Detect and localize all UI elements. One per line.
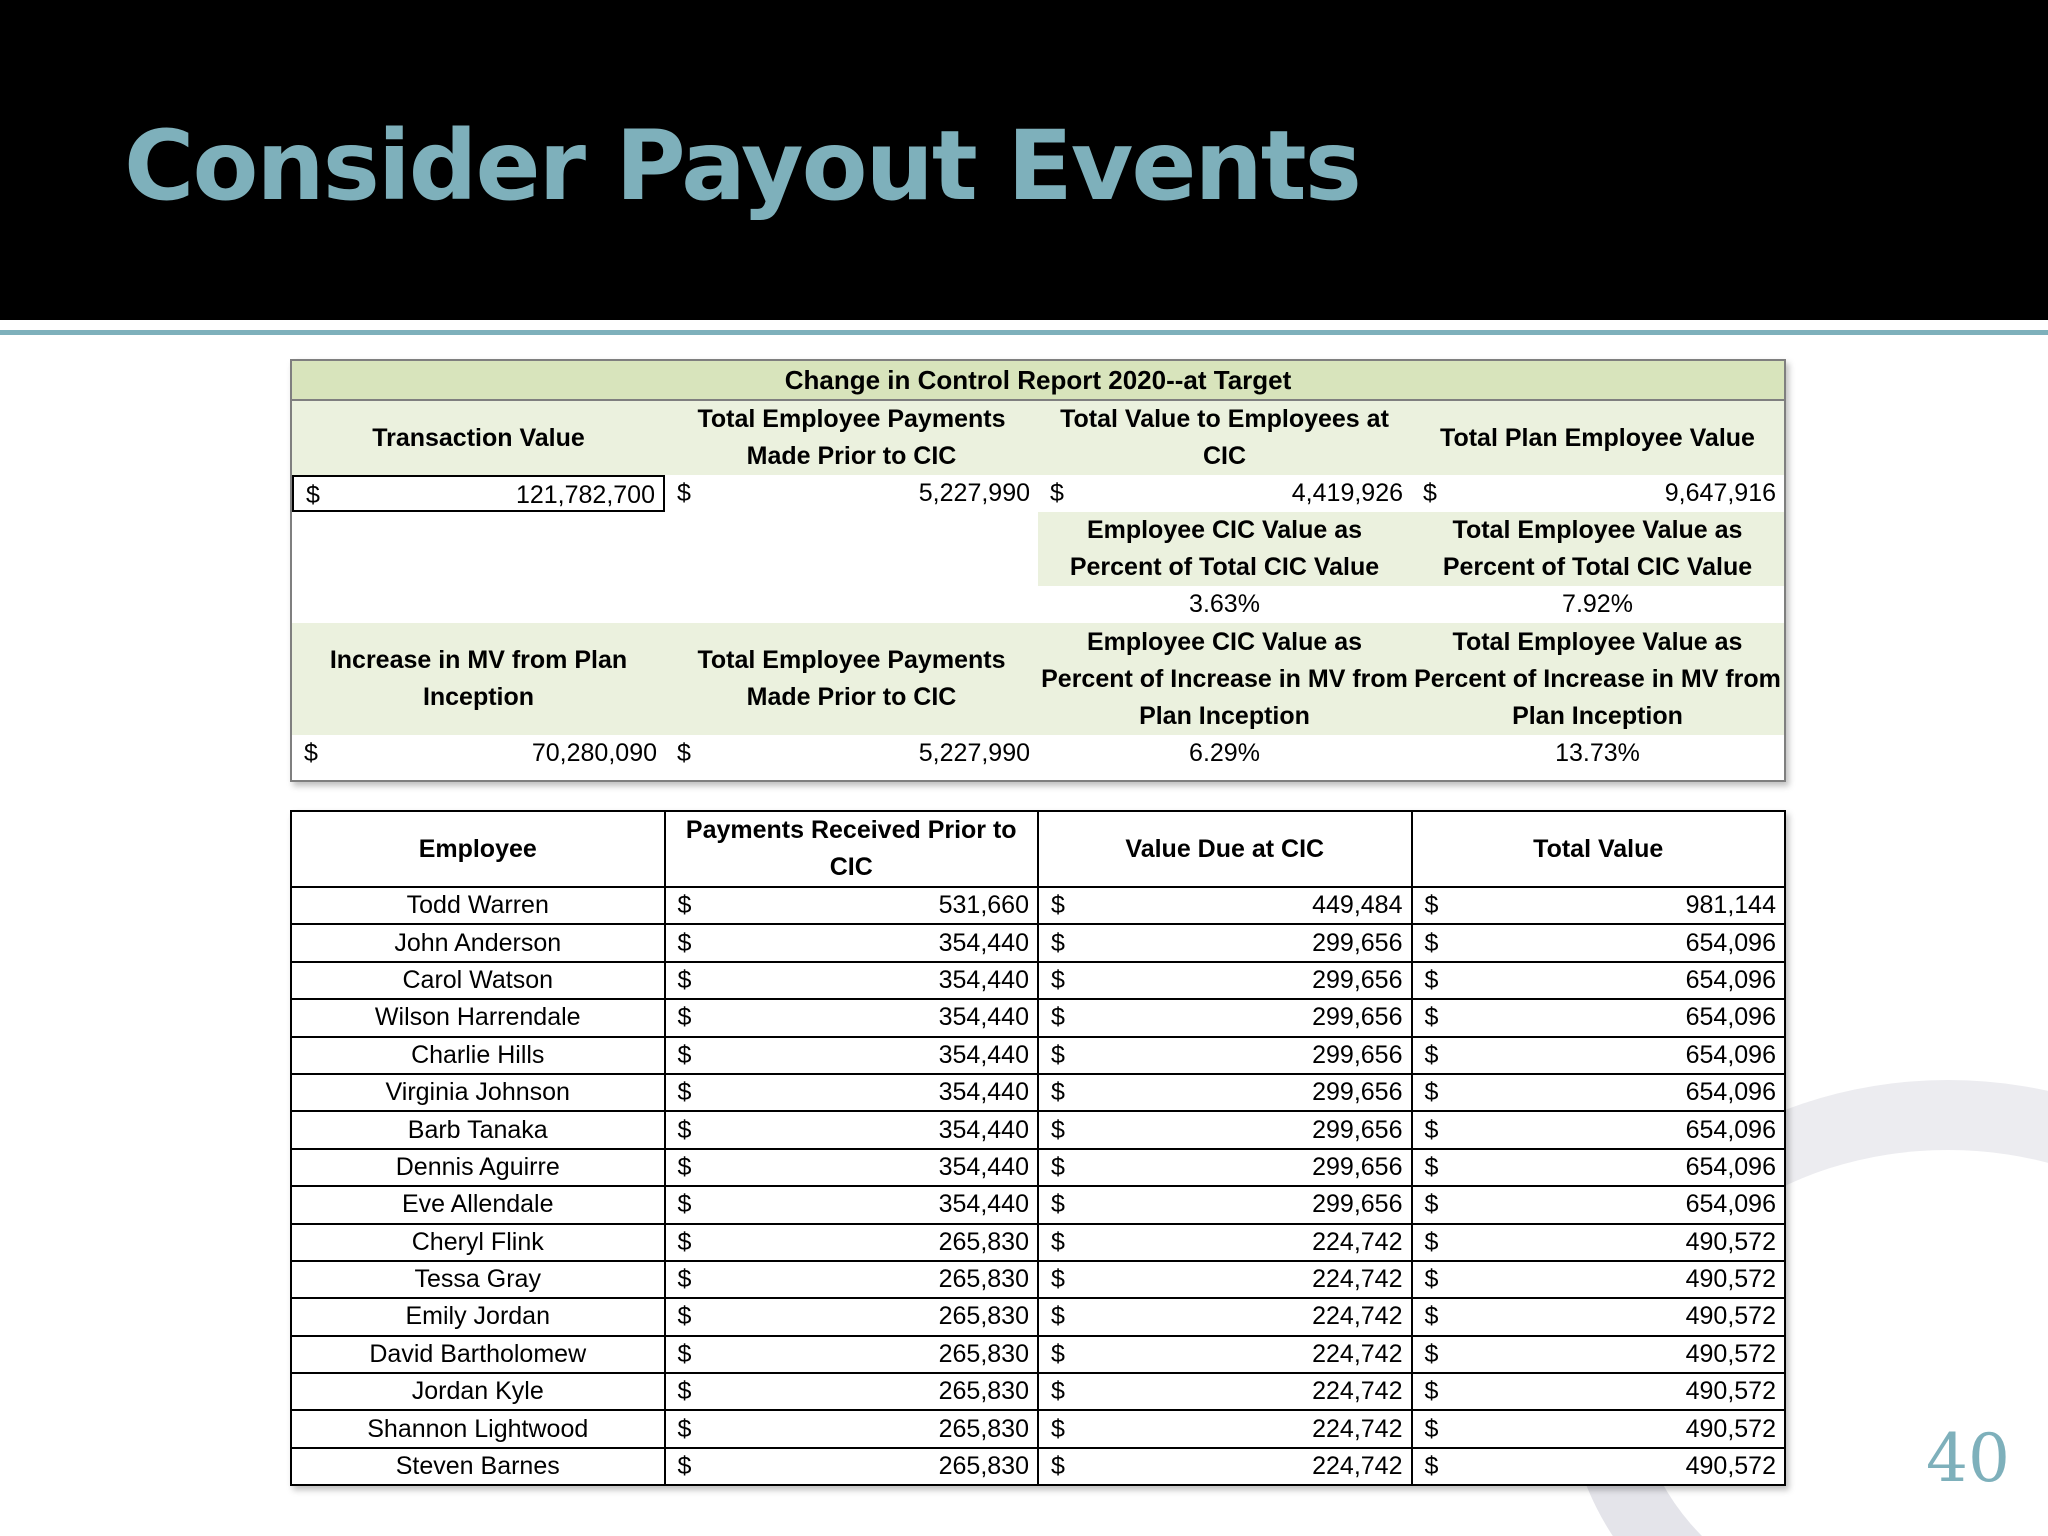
amount: 299,656: [1312, 1115, 1403, 1144]
total-plan-value: $ 9,647,916: [1423, 479, 1776, 507]
amount: 449,484: [1312, 891, 1403, 920]
total-value-cell: [1412, 1149, 1786, 1186]
amount: 354,440: [938, 928, 1029, 957]
currency-symbol: $: [1424, 1339, 1439, 1368]
amount: 265,830: [938, 1227, 1029, 1256]
employee-name: Eve Allendale: [291, 1186, 665, 1223]
currency-symbol: $: [677, 1339, 692, 1368]
header-total-pct-total: Total Employee Value as Percent of Total CIC Value: [1411, 512, 1784, 586]
table-row: [291, 1298, 1785, 1335]
employee-name: Shannon Lightwood: [291, 1410, 665, 1447]
amount: 490,572: [1685, 1339, 1776, 1368]
column-header-prior-payments: Payments Received Prior to CIC: [665, 811, 1039, 887]
payment-prior-cell: [665, 1448, 1039, 1485]
currency-symbol: $: [1051, 1115, 1065, 1144]
amount: 354,440: [938, 1152, 1029, 1181]
amount: 354,440: [938, 1003, 1029, 1032]
payment-prior-cell: [665, 1224, 1039, 1261]
currency-symbol: $: [1051, 1414, 1065, 1443]
currency-symbol: $: [1424, 1302, 1439, 1331]
currency-symbol: $: [677, 1265, 692, 1294]
currency-symbol: $: [1051, 1003, 1065, 1032]
amount: 265,830: [938, 1452, 1029, 1481]
amount: 654,096: [1685, 1040, 1776, 1069]
currency-symbol: $: [1424, 1452, 1439, 1481]
currency-symbol: $: [1424, 1190, 1439, 1219]
table-row: [291, 1224, 1785, 1261]
amount: 354,440: [938, 965, 1029, 994]
value-due-cell: [1038, 1186, 1412, 1223]
currency-symbol: $: [1424, 1003, 1439, 1032]
value-due-cell: [1038, 1448, 1412, 1485]
payment-prior-cell: [665, 924, 1039, 961]
value-due-cell: [1038, 1149, 1412, 1186]
currency-symbol: $: [1051, 891, 1065, 920]
table-row: [291, 1448, 1785, 1485]
amount: 299,656: [1312, 1078, 1403, 1107]
header-total-pct-increase: Total Employee Value as Percent of Increase in MV from Plan Inception: [1411, 623, 1784, 735]
amount: 654,096: [1685, 1152, 1776, 1181]
currency-symbol: $: [1051, 1452, 1065, 1481]
total-value-cell: [1412, 1224, 1786, 1261]
report-title: Change in Control Report 2020--at Target: [292, 361, 1784, 401]
currency-symbol: $: [677, 1302, 692, 1331]
currency-symbol: $: [1424, 1040, 1439, 1069]
amount: 354,440: [938, 1115, 1029, 1144]
currency-symbol: $: [1424, 1078, 1439, 1107]
amount: 265,830: [938, 1414, 1029, 1443]
employee-payout-table: [290, 810, 1786, 1486]
currency-symbol: $: [1051, 1152, 1065, 1181]
currency-symbol: $: [1051, 1377, 1065, 1406]
header-transaction-value: Transaction Value: [292, 401, 665, 475]
payment-prior-cell: [665, 1111, 1039, 1148]
value-due-cell: [1038, 1261, 1412, 1298]
table-row: [291, 1410, 1785, 1447]
table-row: [291, 962, 1785, 999]
amount: 224,742: [1312, 1339, 1403, 1368]
currency-symbol: $: [1051, 965, 1065, 994]
currency-symbol: $: [1424, 965, 1439, 994]
total-value-cell: [1412, 887, 1786, 924]
column-header-total-value: Total Value: [1412, 811, 1786, 887]
employee-name: Jordan Kyle: [291, 1373, 665, 1410]
value-due-cell: [1038, 1037, 1412, 1074]
currency-symbol: $: [677, 891, 692, 920]
amount: 224,742: [1312, 1414, 1403, 1443]
currency-symbol: $: [1424, 891, 1439, 920]
table-row: [291, 1336, 1785, 1373]
currency-symbol: $: [1051, 1302, 1065, 1331]
payment-prior-cell: [665, 1410, 1039, 1447]
value-due-cell: [1038, 1111, 1412, 1148]
value-due-cell: [1038, 1298, 1412, 1335]
total-value-cell: [1412, 962, 1786, 999]
amount: 265,830: [938, 1302, 1029, 1331]
slide-title: Consider Payout Events: [124, 110, 1360, 222]
amount: 354,440: [938, 1078, 1029, 1107]
total-value-cell: [1412, 1186, 1786, 1223]
value-due-cell: [1038, 924, 1412, 961]
currency-symbol: $: [677, 1414, 692, 1443]
amount: 490,572: [1685, 1227, 1776, 1256]
amount: 490,572: [1685, 1265, 1776, 1294]
header-value-at-cic: Total Value to Employees at CIC: [1038, 401, 1411, 475]
amount: 299,656: [1312, 965, 1403, 994]
currency-symbol: $: [1424, 928, 1439, 957]
total-value-cell: [1412, 1336, 1786, 1373]
table-row: [291, 999, 1785, 1036]
employee-name: Steven Barnes: [291, 1448, 665, 1485]
currency-symbol: $: [677, 1115, 692, 1144]
value-due-cell: [1038, 1074, 1412, 1111]
table-row: [291, 887, 1785, 924]
cic-summary-report: [290, 359, 1786, 782]
currency-symbol: $: [1424, 1414, 1439, 1443]
total-value-cell: [1412, 999, 1786, 1036]
table-row: [291, 1037, 1785, 1074]
currency-symbol: $: [677, 1040, 692, 1069]
value-due-cell: [1038, 1336, 1412, 1373]
amount: 224,742: [1312, 1265, 1403, 1294]
payment-prior-cell: [665, 1298, 1039, 1335]
amount: 265,830: [938, 1265, 1029, 1294]
amount: 265,830: [938, 1339, 1029, 1368]
table-row: [291, 1261, 1785, 1298]
value-at-cic: $ 4,419,926: [1050, 479, 1403, 507]
amount: 654,096: [1685, 928, 1776, 957]
currency-symbol: $: [1051, 1078, 1065, 1107]
header-cic-pct-increase: Employee CIC Value as Percent of Increase in MV from Plan Inception: [1038, 623, 1411, 735]
payment-prior-cell: [665, 887, 1039, 924]
total-value-cell: [1412, 1111, 1786, 1148]
prior-payments-value: $ 5,227,990: [677, 479, 1030, 507]
amount: 654,096: [1685, 1115, 1776, 1144]
value-due-cell: [1038, 887, 1412, 924]
employee-name: Tessa Gray: [291, 1261, 665, 1298]
currency-symbol: $: [677, 1227, 692, 1256]
value-due-cell: [1038, 1224, 1412, 1261]
total-value-cell: [1412, 1448, 1786, 1485]
amount: 299,656: [1312, 1152, 1403, 1181]
amount: 224,742: [1312, 1377, 1403, 1406]
amount: 299,656: [1312, 1003, 1403, 1032]
amount: 490,572: [1685, 1414, 1776, 1443]
amount: 981,144: [1685, 891, 1776, 920]
employee-name: Cheryl Flink: [291, 1224, 665, 1261]
total-value-cell: [1412, 1298, 1786, 1335]
employee-name: Dennis Aguirre: [291, 1149, 665, 1186]
employee-name: Virginia Johnson: [291, 1074, 665, 1111]
currency-symbol: $: [677, 1078, 692, 1107]
table-row: [291, 1149, 1785, 1186]
table-row: [291, 924, 1785, 961]
header-total-plan-value: Total Plan Employee Value: [1411, 401, 1784, 475]
table-row: [291, 1074, 1785, 1111]
employee-name: Charlie Hills: [291, 1037, 665, 1074]
amount: 654,096: [1685, 965, 1776, 994]
amount: 224,742: [1312, 1302, 1403, 1331]
currency-symbol: $: [1051, 1040, 1065, 1069]
amount: 654,096: [1685, 1003, 1776, 1032]
amount: 354,440: [938, 1190, 1029, 1219]
currency-symbol: $: [1424, 1152, 1439, 1181]
payment-prior-cell: [665, 1074, 1039, 1111]
amount: 354,440: [938, 1040, 1029, 1069]
currency-symbol: $: [677, 1377, 692, 1406]
currency-symbol: $: [1051, 1265, 1065, 1294]
header-increase-mv: Increase in MV from Plan Inception: [292, 623, 665, 735]
total-pct-increase-value: 13.73%: [1555, 739, 1640, 767]
total-pct-total-value: 7.92%: [1562, 590, 1633, 618]
prior-payments-value-2: $ 5,227,990: [677, 739, 1030, 767]
amount: 531,660: [938, 891, 1029, 920]
table-header-row: [291, 811, 1785, 887]
employee-name: Carol Watson: [291, 962, 665, 999]
currency-symbol: $: [1424, 1265, 1439, 1294]
transaction-value: $ 121,782,700: [292, 475, 665, 512]
value-due-cell: [1038, 999, 1412, 1036]
employee-name: Wilson Harrendale: [291, 999, 665, 1036]
column-header-value-due: Value Due at CIC: [1038, 811, 1412, 887]
amount: 299,656: [1312, 1190, 1403, 1219]
currency-symbol: $: [677, 1152, 692, 1181]
currency-symbol: $: [677, 1452, 692, 1481]
currency-symbol: $: [677, 928, 692, 957]
value-due-cell: [1038, 1410, 1412, 1447]
cic-pct-increase-value: 6.29%: [1189, 739, 1260, 767]
amount: 490,572: [1685, 1377, 1776, 1406]
total-value-cell: [1412, 1410, 1786, 1447]
currency-symbol: $: [1051, 1190, 1065, 1219]
employee-name: John Anderson: [291, 924, 665, 961]
currency-symbol: $: [1051, 1339, 1065, 1368]
amount: 654,096: [1685, 1078, 1776, 1107]
total-value-cell: [1412, 1261, 1786, 1298]
currency-symbol: $: [1424, 1227, 1439, 1256]
currency-symbol: $: [1424, 1115, 1439, 1144]
employee-name: Barb Tanaka: [291, 1111, 665, 1148]
employee-name: Emily Jordan: [291, 1298, 665, 1335]
payment-prior-cell: [665, 1186, 1039, 1223]
amount: 654,096: [1685, 1190, 1776, 1219]
table-row: [291, 1373, 1785, 1410]
payment-prior-cell: [665, 1373, 1039, 1410]
total-value-cell: [1412, 1074, 1786, 1111]
payment-prior-cell: [665, 1149, 1039, 1186]
employee-name: Todd Warren: [291, 887, 665, 924]
amount: 490,572: [1685, 1452, 1776, 1481]
currency-symbol: $: [1051, 1227, 1065, 1256]
amount: 224,742: [1312, 1452, 1403, 1481]
amount: 299,656: [1312, 928, 1403, 957]
title-divider: [0, 330, 2048, 335]
currency-symbol: $: [1051, 928, 1065, 957]
currency-symbol: $: [1424, 1377, 1439, 1406]
total-value-cell: [1412, 1037, 1786, 1074]
page-number: 40: [1926, 1420, 2010, 1497]
currency-symbol: $: [677, 965, 692, 994]
currency-symbol: $: [677, 1190, 692, 1219]
header-cic-pct-total: Employee CIC Value as Percent of Total CIC Value: [1038, 512, 1411, 586]
total-value-cell: [1412, 924, 1786, 961]
amount: 265,830: [938, 1377, 1029, 1406]
cic-pct-total-value: 3.63%: [1189, 590, 1260, 618]
payment-prior-cell: [665, 1037, 1039, 1074]
amount: 224,742: [1312, 1227, 1403, 1256]
payment-prior-cell: [665, 999, 1039, 1036]
header-prior-payments: Total Employee Payments Made Prior to CIC: [665, 401, 1038, 475]
table-row: [291, 1186, 1785, 1223]
currency-symbol: $: [677, 1003, 692, 1032]
value-due-cell: [1038, 1373, 1412, 1410]
column-header-employee: Employee: [291, 811, 665, 887]
employee-name: David Bartholomew: [291, 1336, 665, 1373]
header-prior-payments-2: Total Employee Payments Made Prior to CIC: [665, 623, 1038, 735]
table-row: [291, 1111, 1785, 1148]
amount: 490,572: [1685, 1302, 1776, 1331]
payment-prior-cell: [665, 1261, 1039, 1298]
total-value-cell: [1412, 1373, 1786, 1410]
payment-prior-cell: [665, 1336, 1039, 1373]
value-due-cell: [1038, 962, 1412, 999]
increase-mv-value: $ 70,280,090: [304, 739, 657, 767]
amount: 299,656: [1312, 1040, 1403, 1069]
payment-prior-cell: [665, 962, 1039, 999]
